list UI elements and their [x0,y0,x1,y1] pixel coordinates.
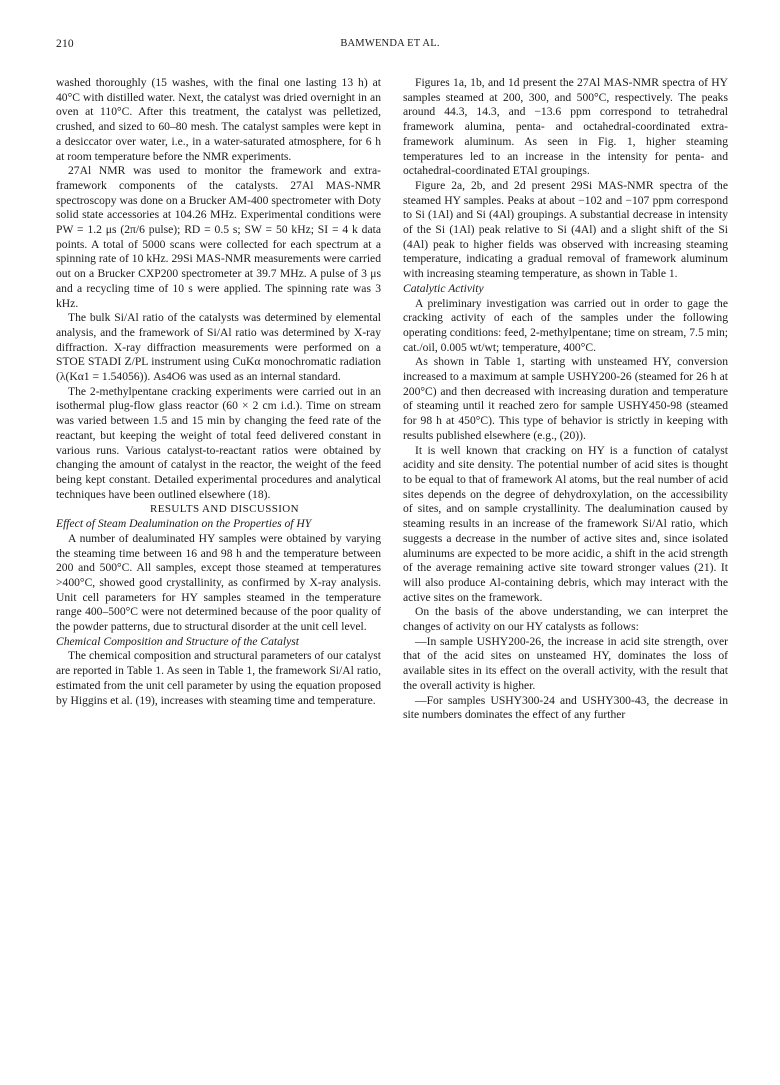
section-title: RESULTS AND DISCUSSION [150,503,299,516]
paragraph: A preliminary investigation was carried out in order to gage the cracking activity of each of the samples under the following operating conditions: feed, 2-methylpentane; time on stream, 7.5 min; cat./oil, 0.005 wt/wt; temperature, 400°C. [403,296,728,354]
paragraph: Figures 1a, 1b, and 1d present the 27Al MAS-NMR spectra of HY samples steamed at 200, 300, and 500°C, respectively. The peaks around 44.3, 14.3, and −13.6 ppm correspond to tetrahedral framework alumina, penta- and octahedral-coordinated extra-framework aluminum. As seen in Fig. 1, higher steaming temperatures led to an increase in the intensity for penta- and octahedral-coordinated ETAl groupings. [403,76,728,178]
paragraph: washed thoroughly (15 washes, with the final one lasting 13 h) at 40°C with distilled water. Next, the catalyst was dried overnight in an oven at 110°C. After this treatment, the catalyst was pelletized, crushed, and sized to 60–80 mesh. The catalyst samples were kept in a desiccator over water, i.e., in a water-saturated atmosphere, for 6 h at room temperature before the NMR experiments. [56,76,381,163]
paragraph: As shown in Table 1, starting with unsteamed HY, conversion increased to a maximum at sample USHY200-26 (steamed for 26 h at 200°C) and then decreased with increasing duration and temperature of steaming until it reached zero for sample USHY450-98 (steamed for 98 h at 450°C). This type of behavior is strictly in keeping with results published elsewhere (e.g., (20)). [403,355,728,442]
subsection-heading: Effect of Steam Dealumination on the Properties of HY [56,517,312,531]
paragraph: —For samples USHY300-24 and USHY300-43, the decrease in site numbers dominates the effect of any further [403,693,728,722]
paragraph: The chemical composition and structural parameters of our catalyst are reported in Table 1. As seen in Table 1, the framework Si/Al ratio, estimated from the unit cell parameter by using the equation proposed by Higgins et al. (19), increases with steaming time and temperature. [56,649,381,707]
paragraph: It is well known that cracking on HY is a function of catalyst acidity and site density. The potential number of acid sites is thought to be equal to that of framework Al atoms, but the real number of acid sites depends on the degree of dehydroxylation, on the accessibility of sites, and on sample crystallinity. The dealumination caused by steaming results in an increase of the framework Si/Al ratio, which suggests a decrease in the number of active sites and, since isolated aluminums are expected to be more acidic, a shift in the acid strength of the average remaining active site toward stronger values (21). It will also produce Al-containing debris, which may interact with the active sites on the framework. [403,443,728,604]
subsection-heading: Catalytic Activity [403,281,484,295]
running-head: BAMWENDA ET AL. [340,38,440,49]
paragraph: A number of dealuminated HY samples were obtained by varying the steaming time between 16 and 98 h and the temperature between 200 and 500°C. All samples, except those steamed at temperatures >400°C, showed good crystallinity, as confirmed by X-ray analysis. Unit cell parameters for HY samples steamed in the temperature range 400–500°C were not determined because of the poor quality of the powder patterns, due to structural disorder at the unit cell level. [56,531,381,634]
paragraph: The 2-methylpentane cracking experiments were carried out in an isothermal plug-flow glass reactor (60 × 2 cm i.d.). Time on stream was varied between 1.5 and 15 min by changing the feed rate of the reactant, but keeping the weight of total feed delivered constant in various runs. Various catalyst-to-reactant ratios were obtained by changing the amount of catalyst in the reactor, the weight of the feed being kept constant. Detailed experimental procedures and analytical techniques have been outlined elsewhere (18). [56,384,381,501]
paragraph: Figure 2a, 2b, and 2d present 29Si MAS-NMR spectra of the steamed HY samples. Peaks at about −102 and −107 ppm correspond to Si (1Al) and Si (4Al) groupings. A substantial decrease in intensity of the Si (1Al) peak relative to Si (4Al) and a slight shift of the Si (4Al) peak to higher fields was observed with increasing steaming temperature, indicating a gradual removal of framework aluminum with increasing steaming temperature, as shown in Table 1. [403,178,728,281]
page-number: 210 [56,38,74,50]
paragraph: —In sample USHY200-26, the increase in acid site strength, over that of the acid sites on unsteamed HY, dominates the loss of available sites in its effect on the overall activity, with the result that the overall activity is higher. [403,634,728,692]
subsection-heading: Chemical Composition and Structure of the Catalyst [56,634,300,648]
page-header [56,38,724,56]
right-column [403,76,728,723]
paragraph: On the basis of the above understanding, we can interpret the changes of activity on our HY catalysts as follows: [403,605,728,634]
left-column [56,76,381,708]
paragraph: 27Al NMR was used to monitor the framework and extra-framework components of the catalysts. 27Al MAS-NMR spectroscopy was done on a Brucker AM-400 spectrometer with Doty solid state accessories at 104.26 MHz. Experimental conditions were PW = 1.2 μs (2π/6 pulse); RD = 0.5 s; SW = 50 kHz; SI = 4 k data points. A total of 5000 scans were collected for each spectrum at a spinning rate of 10 kHz. 29Si MAS-NMR measurements were carried out on a Brucker CXP200 spectrometer at 39.7 MHz. A pulse of 3 μs and a recycling time of 10 s were applied. The spinning rate was 3 kHz. [56,164,381,310]
paragraph: The bulk Si/Al ratio of the catalysts was determined by elemental analysis, and the framework of Si/Al ratio was determined by X-ray diffraction. X-ray diffraction measurements were performed on a STOE STADI Z/PL instrument using CuKα monochromatic radiation (λ(Kα1 = 1.54056)). As4O6 was used as an internal standard. [56,311,381,384]
